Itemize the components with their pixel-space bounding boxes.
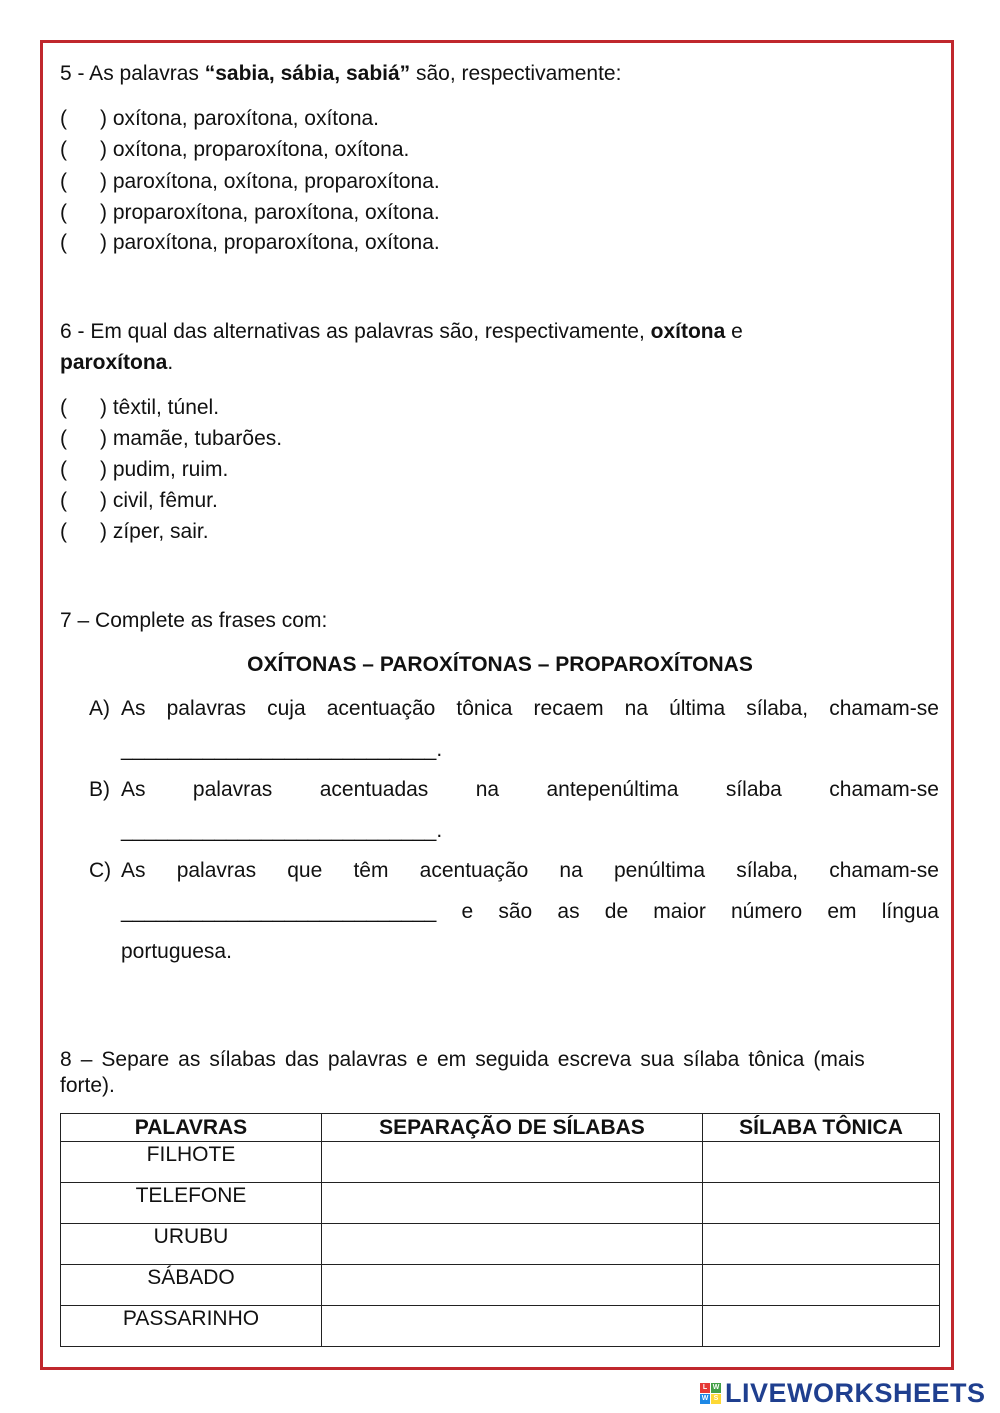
table-row <box>61 1306 940 1347</box>
separation-cell[interactable] <box>322 1265 703 1306</box>
header-silaba-tonica: SÍLABA TÔNICA <box>703 1114 940 1142</box>
q6-option[interactable]: ( ) civil, fêmur. <box>60 489 218 512</box>
q7-item-c-line2: ___________________________ e são as de maior número em língua <box>121 900 939 923</box>
q7-item-b-blank[interactable]: ___________________________. <box>121 819 443 842</box>
word-cell: URUBU <box>61 1224 322 1265</box>
q5-option[interactable]: ( ) oxítona, paroxítona, oxítona. <box>60 107 380 130</box>
tonic-cell[interactable] <box>703 1306 940 1347</box>
q6-title-line1: 6 - Em qual das alternativas as palavras são, respectivamente, oxítona e <box>60 320 743 343</box>
q5-option[interactable]: ( ) paroxítona, oxítona, proparoxítona. <box>60 170 440 193</box>
q5-title: 5 - As palavras “sabia, sábia, sabiá” são, respectivamente: <box>60 62 622 85</box>
q7-item-b-letter: B) <box>89 778 110 801</box>
header-separacao: SEPARAÇÃO DE SÍLABAS <box>322 1114 703 1142</box>
q5-option[interactable]: ( ) paroxítona, proparoxítona, oxítona. <box>60 231 440 254</box>
q7-item-b-line1: As palavras acentuadas na antepenúltima sílaba chamam-se <box>121 778 939 801</box>
q7-item-a-line1: As palavras cuja acentuação tônica recaem na última sílaba, chamam-se <box>121 697 939 720</box>
table-row <box>61 1183 940 1224</box>
table-row <box>61 1142 940 1183</box>
word-cell: FILHOTE <box>61 1142 322 1183</box>
word-cell: TELEFONE <box>61 1183 322 1224</box>
tonic-cell[interactable] <box>703 1265 940 1306</box>
separation-cell[interactable] <box>322 1224 703 1265</box>
q6-option[interactable]: ( ) mamãe, tubarões. <box>60 427 283 450</box>
brand-name: LIVEWORKSHEETS <box>725 1377 986 1408</box>
logo-icon: L W W S <box>701 1383 720 1402</box>
word-cell: SÁBADO <box>61 1265 322 1306</box>
table-header-row <box>61 1114 940 1142</box>
tonic-cell[interactable] <box>703 1224 940 1265</box>
q6-option[interactable]: ( ) têxtil, túnel. <box>60 396 220 419</box>
separation-cell[interactable] <box>322 1183 703 1224</box>
q7-item-c-line1: As palavras que têm acentuação na penúltima sílaba, chamam-se <box>121 859 939 882</box>
syllable-table <box>60 1113 940 1347</box>
table-row <box>61 1224 940 1265</box>
table-row <box>61 1265 940 1306</box>
q7-item-c-line3: portuguesa. <box>121 940 232 963</box>
q7-title: 7 – Complete as frases com: <box>60 609 328 632</box>
q6-option[interactable]: ( ) pudim, ruim. <box>60 458 229 481</box>
q7-item-a-letter: A) <box>89 697 110 720</box>
word-cell: PASSARINHO <box>61 1306 322 1347</box>
q7-item-c-blank[interactable]: ___________________________ <box>121 900 437 923</box>
q6-option[interactable]: ( ) zíper, sair. <box>60 520 209 543</box>
separation-cell[interactable] <box>322 1306 703 1347</box>
q7-word-list: OXÍTONAS – PAROXÍTONAS – PROPAROXÍTONAS <box>247 653 753 676</box>
q5-option[interactable]: ( ) oxítona, proparoxítona, oxítona. <box>60 138 410 161</box>
liveworksheets-logo[interactable] <box>700 1378 986 1408</box>
q8-title-line2: forte). <box>60 1074 115 1097</box>
header-palavras: PALAVRAS <box>61 1114 322 1142</box>
separation-cell[interactable] <box>322 1142 703 1183</box>
q6-title-line2: paroxítona. <box>60 351 174 374</box>
q5-option[interactable]: ( ) proparoxítona, paroxítona, oxítona. <box>60 201 440 224</box>
q8-title-line1: 8 – Separe as sílabas das palavras e em seguida escreva sua sílaba tônica (mais <box>60 1048 865 1071</box>
tonic-cell[interactable] <box>703 1183 940 1224</box>
q7-item-c-letter: C) <box>89 859 112 882</box>
tonic-cell[interactable] <box>703 1142 940 1183</box>
q7-item-a-blank[interactable]: ___________________________. <box>121 738 443 761</box>
